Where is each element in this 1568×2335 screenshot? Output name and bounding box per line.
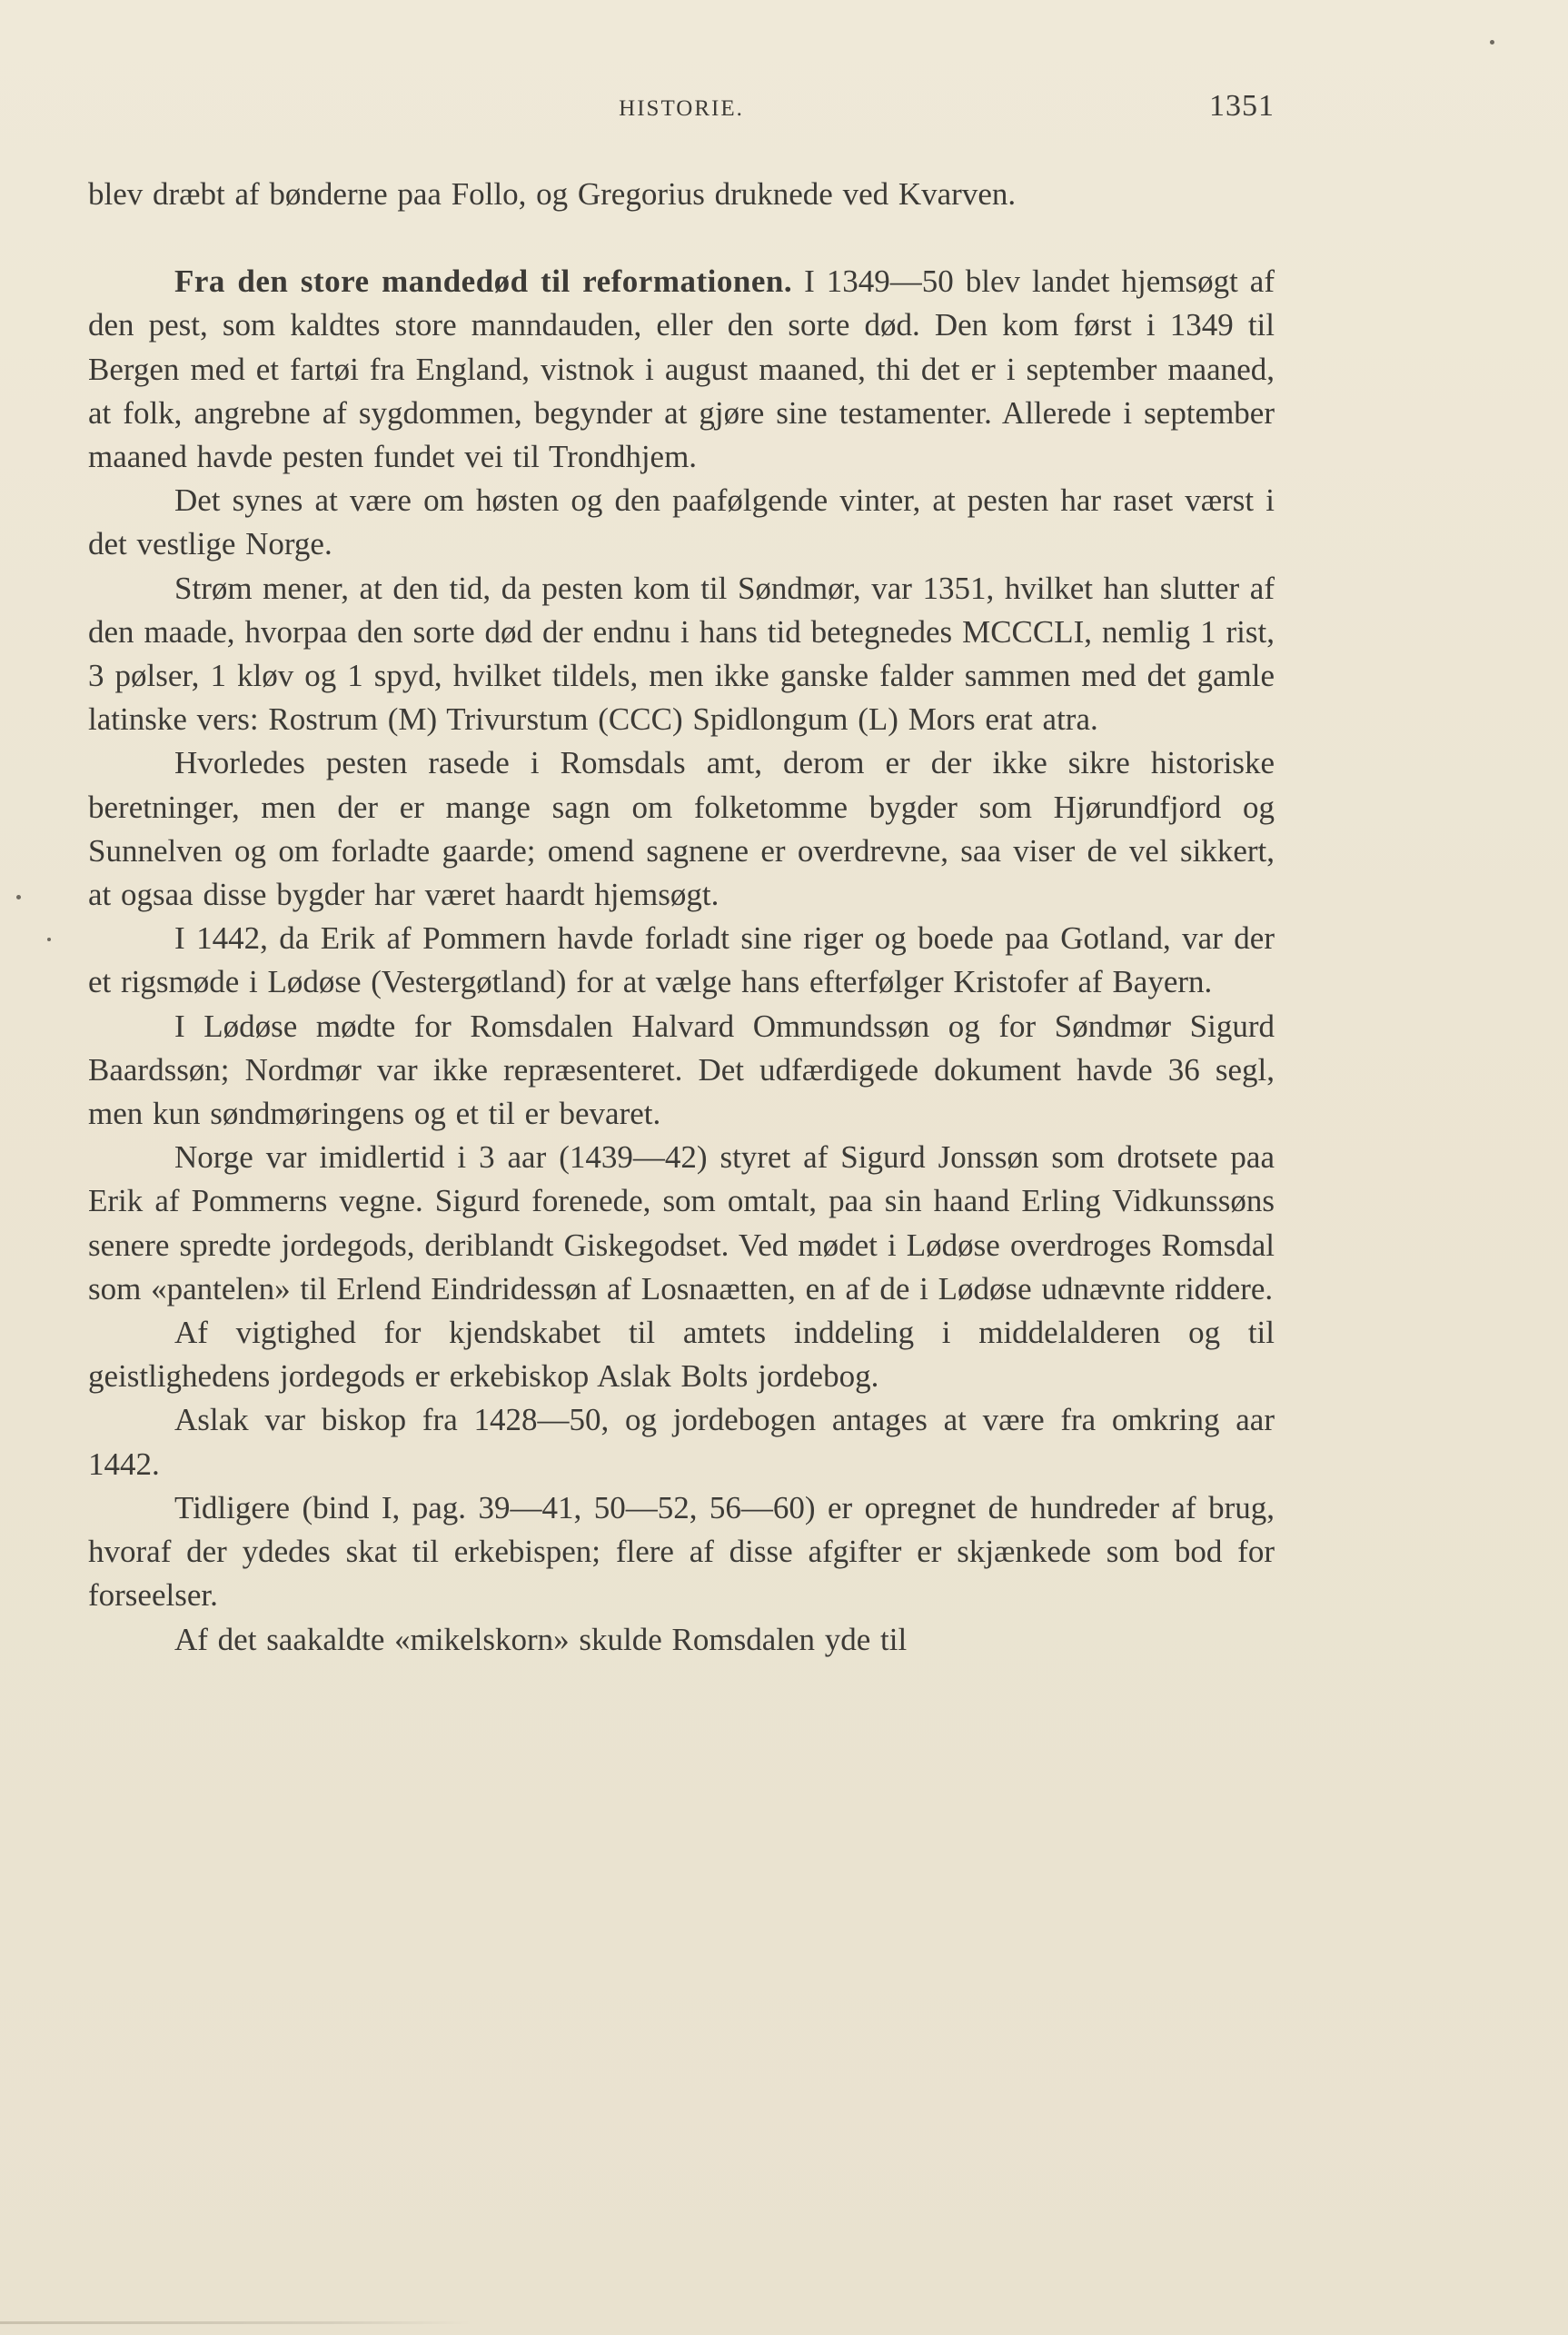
page-number: 1351 [1209,89,1275,123]
paragraph-10 [88,1398,1275,1485]
paragraph-text: Hvorledes pesten rasede i Romsdals amt, derom er der ikke sikre historiske beretninger, men der er mange sagn om folketomme bygder som Hjørundfjord og Sunnelven og om forladte gaarde; omend sagnene er overdrevne, saa viser de vel sikkert, at ogsaa disse bygder har været haardt hjemsøgt. [88,745,1275,913]
paragraph-text: Af vigtighed for kjendskabet til amtets inddeling i middelalderen og til geistlighedens jordegods er erkebiskop Aslak Bolts jordebog. [88,1315,1275,1395]
ink-speck [16,895,21,899]
paragraph-12 [88,1618,1275,1662]
section-paragraph [88,260,1275,479]
paragraph-text: Tidligere (bind I, pag. 39—41, 50—52, 56—60) er opregnet de hundreder af brug, hvoraf der ydedes skat til erkebispen; flere af disse afgifter er skjænkede som bod for forseelser. [88,1489,1275,1614]
ink-speck [1490,40,1494,45]
paragraph-1 [88,173,1275,216]
paragraph-6 [88,917,1275,1004]
paragraph-text: Af det saakaldte «mikelskorn» skulde Romsdalen yde til [174,1621,908,1657]
section-heading: Fra den store mandedød til reformationen. [174,263,793,300]
running-header [88,89,1275,125]
paragraph-5 [88,741,1275,917]
page-edge-shadow [0,2321,472,2324]
running-title: HISTORIE. [619,96,744,121]
paragraph-8 [88,1136,1275,1311]
body-text [88,173,1275,1662]
paragraph-text: blev dræbt af bønderne paa Follo, og Gregorius druknede ved Kvarven. [88,176,1017,212]
paragraph-text: I Lødøse mødte for Romsdalen Halvard Ommundssøn og for Søndmør Sigurd Baardssøn; Nordmør var ikke repræsenteret. Det udfærdigede dokument havde 36 segl, men kun søndmøringens og et til er bevaret. [88,1008,1275,1132]
paragraph-4 [88,567,1275,742]
paragraph-9 [88,1311,1275,1398]
paragraph-7 [88,1005,1275,1137]
paragraph-11 [88,1486,1275,1618]
paragraph-text: I 1442, da Erik af Pommern havde forladt sine riger og boede paa Gotland, var der et rigsmøde i Lødøse (Vestergøtland) for at vælge hans efterfølger Kristofer af Bayern. [88,920,1275,1000]
paragraph-text: Strøm mener, at den tid, da pesten kom til Søndmør, var 1351, hvilket han slutter af den maade, hvorpaa den sorte død der endnu i hans tid betegnedes MCCCLI, nemlig 1 rist, 3 pølser, 1 kløv og 1 spyd, hvilket tildels, men ikke ganske falder sammen med det gamle latinske vers: Rostrum (M) Trivurstum (CCC) Spidlongum (L) Mors erat atra. [88,570,1275,738]
paragraph-text: Norge var imidlertid i 3 aar (1439—42) styret af Sigurd Jonssøn som drotsete paa Erik af Pommerns vegne. Sigurd forenede, som omtalt, paa sin haand Erling Vidkunssøns senere spredte jordegods, deriblandt Giskegodset. Ved mødet i Lødøse overdroges Romsdal som «pantelen» til Erlend Eindridessøn af Losnaætten, en af de i Lødøse udnævnte riddere. [88,1139,1275,1307]
ink-speck [47,938,51,941]
paragraph-text: Aslak var biskop fra 1428—50, og jordebogen antages at være fra omkring aar 1442. [88,1402,1275,1482]
paragraph-3 [88,479,1275,566]
paragraph-text: Det synes at være om høsten og den paafølgende vinter, at pesten har raset værst i det vestlige Norge. [88,482,1275,562]
paragraph-text: I 1349—50 blev landet hjemsøgt af den pest, som kaldtes store manndauden, eller den sorte død. Den kom først i 1349 til Bergen med et fartøi fra England, vistnok i august maaned, thi det er i september maaned, at folk, angrebne af sygdommen, begynder at gjøre sine testamenter. Allerede i september maaned havde pesten fundet vei til Trondhjem. [88,263,1275,475]
